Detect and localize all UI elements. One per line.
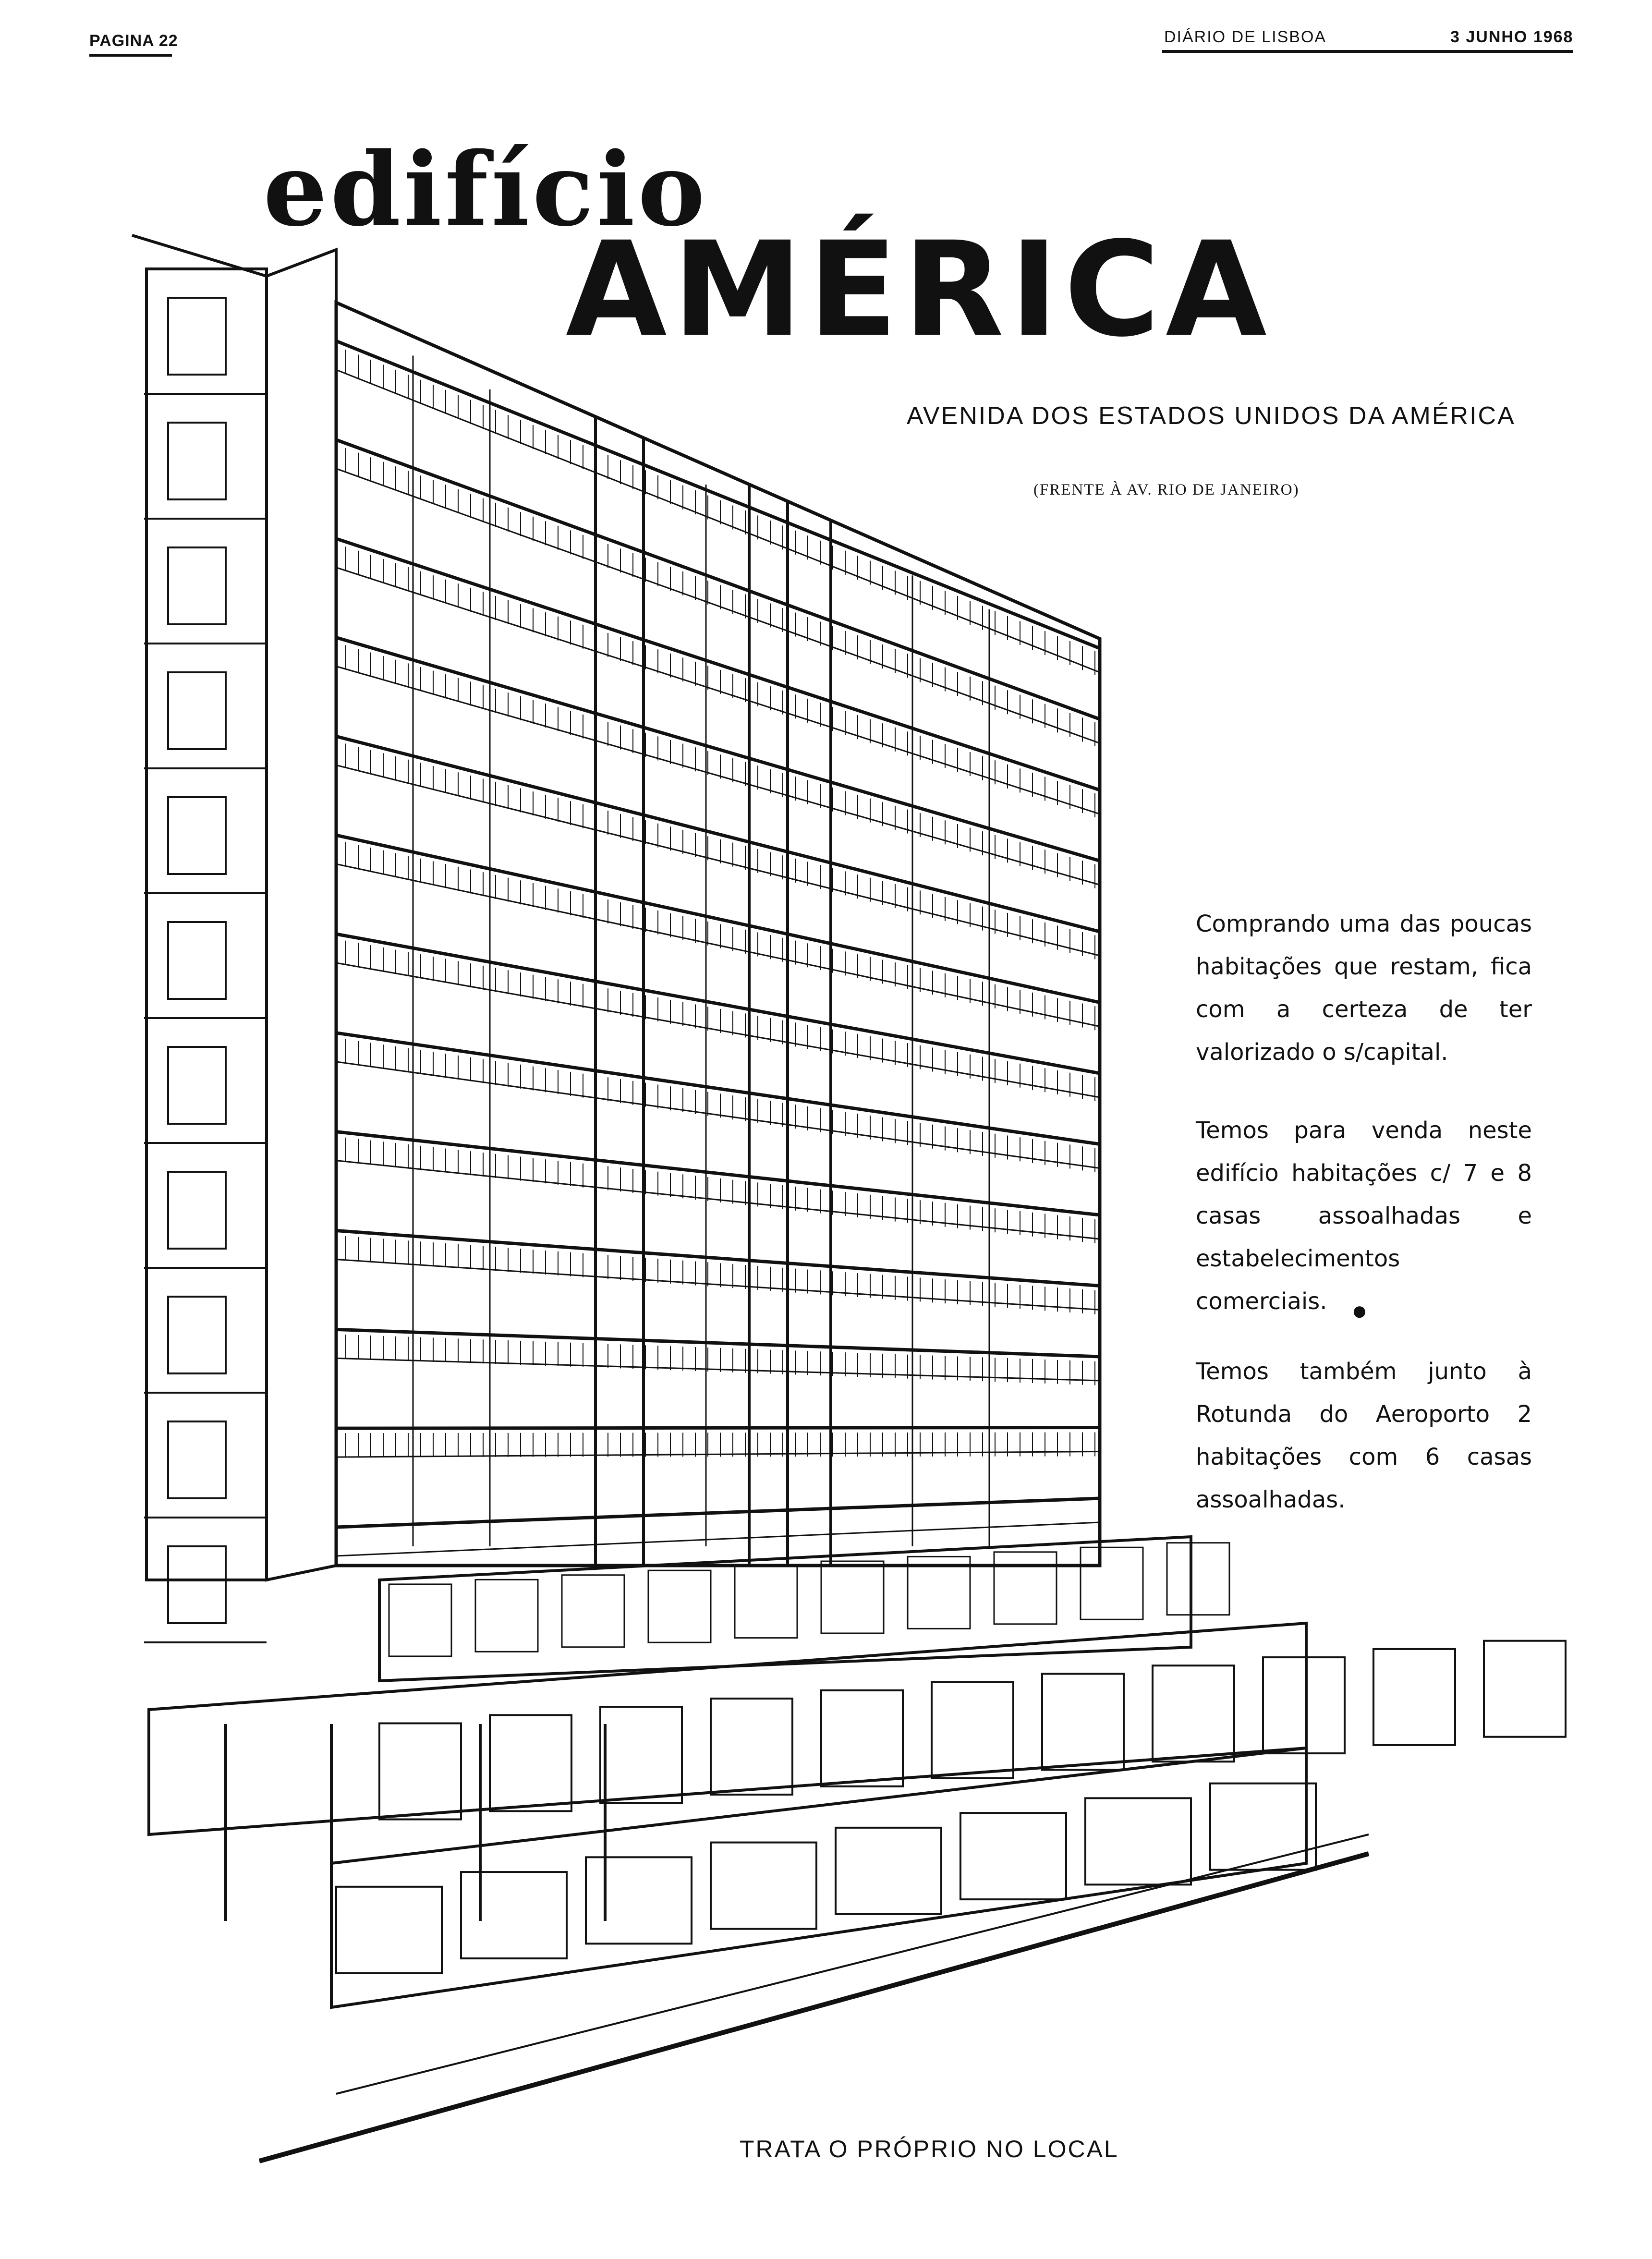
balcony-rail xyxy=(336,667,1100,885)
shop-window xyxy=(600,1707,682,1803)
paragraph-3: Temos também junto à Rotunda do Aeroporto 2 habitações com 6 casas assoalhadas. xyxy=(1196,1358,1532,1513)
balcony-rail xyxy=(336,469,1100,743)
header-rule xyxy=(1162,50,1573,53)
page-number-rule xyxy=(89,54,172,57)
floor-slab xyxy=(336,736,1100,932)
podium-window xyxy=(908,1556,970,1628)
shopfront-glass xyxy=(586,1857,692,1943)
floor-slab xyxy=(336,1033,1100,1144)
pavement-line xyxy=(259,1854,1369,2161)
shopfront-glass xyxy=(336,1887,442,1973)
balcony-rail xyxy=(336,1452,1100,1457)
shopfront-glass xyxy=(960,1813,1066,1899)
neighbour-window xyxy=(168,922,226,999)
shopfront-glass xyxy=(461,1872,567,1958)
shop-window xyxy=(379,1724,461,1820)
neighbour-window xyxy=(168,672,226,749)
floor-slab xyxy=(336,1132,1100,1215)
shopfront-glass xyxy=(1210,1784,1316,1870)
podium-window xyxy=(735,1566,797,1638)
address-line: AVENIDA DOS ESTADOS UNIDOS DA AMÉRICA xyxy=(907,402,1516,430)
neighbour-window xyxy=(168,797,226,874)
neighbour-window xyxy=(168,1297,226,1373)
podium-window xyxy=(1167,1543,1229,1615)
tower-side-wall xyxy=(267,250,336,1580)
podium-window xyxy=(562,1575,624,1647)
floor-slab xyxy=(336,1498,1100,1527)
balcony-rail xyxy=(336,1358,1100,1381)
address-note: (FRENTE À AV. RIO DE JANEIRO) xyxy=(1033,481,1300,498)
issue-date: 3 JUNHO 1968 xyxy=(1450,28,1574,46)
podium-level-2 xyxy=(149,1623,1306,1834)
neighbour-window xyxy=(168,1047,226,1124)
newspaper-name: DIÁRIO DE LISBOA xyxy=(1164,28,1327,46)
curb-line xyxy=(336,1834,1369,2094)
shop-window xyxy=(821,1690,903,1786)
neighbour-window xyxy=(168,1172,226,1249)
floor-slab xyxy=(336,1428,1100,1429)
bullet-separator: ● xyxy=(1351,1295,1368,1325)
floor-slab xyxy=(336,440,1100,719)
neighbour-window xyxy=(168,547,226,624)
shopfront-glass xyxy=(836,1828,941,1914)
shop-window xyxy=(1373,1649,1455,1745)
podium-window xyxy=(475,1579,538,1652)
balcony-rail xyxy=(336,568,1100,814)
neighbour-window xyxy=(168,423,226,499)
ground-floor xyxy=(331,1748,1306,2007)
floor-slab xyxy=(336,934,1100,1073)
title-america: AMÉRICA xyxy=(566,214,1273,366)
podium-window xyxy=(994,1552,1057,1624)
floor-slab xyxy=(336,341,1100,648)
drawing-line xyxy=(267,250,336,276)
shop-window xyxy=(1153,1665,1234,1761)
neighbour-window xyxy=(168,1421,226,1498)
shop-window xyxy=(711,1699,792,1795)
podium-level-1 xyxy=(379,1537,1191,1681)
neighbour-window xyxy=(168,1546,226,1623)
podium-window xyxy=(648,1570,711,1642)
balcony-rail xyxy=(336,1522,1100,1556)
tower-outline xyxy=(336,303,1100,1566)
paragraph-2: Temos para venda neste edifício habitações c/ 7 e 8 casas assoalhadas e estabelecimentos comerciais. xyxy=(1196,1117,1532,1315)
floor-slab xyxy=(336,539,1100,790)
podium-window xyxy=(821,1561,884,1633)
podium-window xyxy=(389,1584,451,1656)
neighbour-window xyxy=(168,298,226,375)
page-number: PAGINA 22 xyxy=(89,32,178,50)
shop-window xyxy=(1263,1657,1345,1753)
floor-slab xyxy=(336,638,1100,861)
shop-window xyxy=(1484,1641,1566,1737)
neighbour-building xyxy=(146,269,267,1580)
shop-window xyxy=(932,1682,1013,1778)
shop-window xyxy=(1042,1674,1124,1770)
shopfront-glass xyxy=(711,1843,816,1929)
title-edificio: edifício xyxy=(263,130,708,249)
footer-contact: TRATA O PRÓPRIO NO LOCAL xyxy=(740,2136,1119,2162)
shop-window xyxy=(490,1715,571,1811)
floor-slab xyxy=(336,1329,1100,1357)
paragraph-1: Comprando uma das poucas habitações que restam, fica com a certeza de ter valorizado o s/capital. xyxy=(1196,911,1532,1066)
shopfront-glass xyxy=(1085,1798,1191,1884)
floor-slab xyxy=(336,1231,1100,1286)
podium-window xyxy=(1081,1547,1143,1619)
balcony-rail xyxy=(336,1260,1100,1310)
